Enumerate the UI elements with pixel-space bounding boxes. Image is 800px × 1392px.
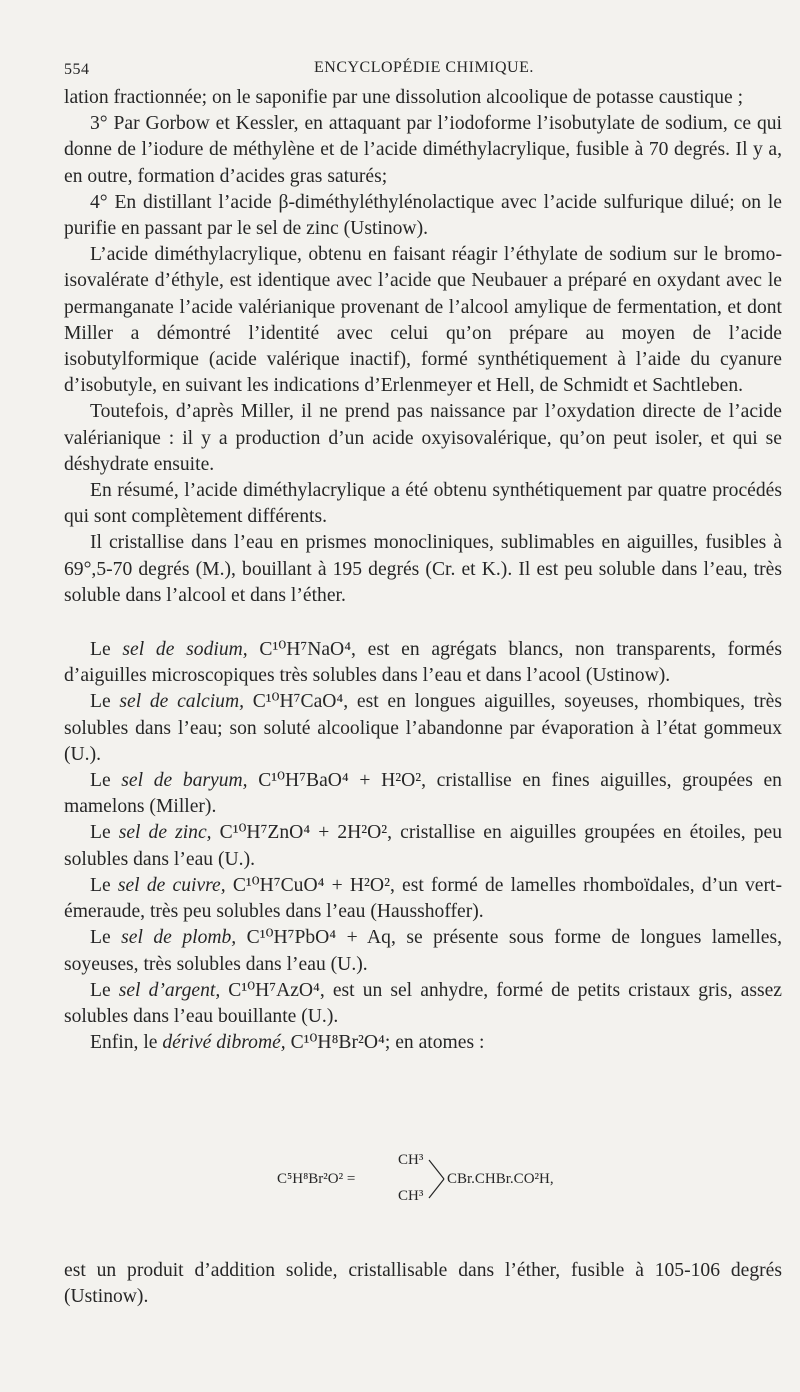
paragraph: est un produit d’addition solide, cristallisable dans l’éther, fusible à 105-106 degrés (Ustinow).: [64, 1260, 782, 1308]
salt-paragraph: Le sel de baryum, C¹⁰H⁷BaO⁴ + H²O², cristallise en fines aiguilles, groupées en mamelons (Miller).: [64, 770, 782, 818]
formula-branch-top: CH³: [398, 1152, 424, 1168]
salt-formula: C¹⁰H⁷ZnO⁴ + 2H²O²,: [211, 822, 393, 844]
salt-formula: C¹⁰H⁷BaO⁴ + H²O²,: [247, 770, 427, 792]
branch-bracket: [428, 1158, 446, 1202]
formula-rhs: CBr.CHBr.CO²H,: [447, 1171, 554, 1187]
salt-name: sel d’argent,: [118, 979, 221, 1001]
formula-branch-bottom: CH³: [398, 1188, 424, 1204]
paragraph: lation fractionnée; on le saponifie par une dissolution alcoolique de potasse caustique ;: [64, 87, 744, 108]
page-header: [64, 55, 764, 83]
paragraph: 3° Par Gorbow et Kessler, en attaquant par l’iodoforme l’isobutylate de sodium, ce qui donne de l’iodure de méthylène et de l’acide diméthylacrylique, fusible à 70 degrés. Il y a, en outre, formation d’acides gras saturés;: [64, 113, 782, 187]
final-text: [64, 1258, 782, 1310]
salt-name: sel de zinc,: [118, 822, 212, 844]
running-title: ENCYCLOPÉDIE CHIMIQUE.: [314, 59, 534, 76]
paragraph: En résumé, l’acide diméthylacrylique a été obtenu synthétiquement par quatre procédés qui sont complètement différents.: [64, 480, 782, 528]
salt-paragraph: Le sel de cuivre, C¹⁰H⁷CuO⁴ + H²O², est formé de lamelles rhomboïdales, d’un vert-émeraude, très peu solubles dans l’eau (Hausshoffer).: [64, 874, 782, 923]
paragraph: Toutefois, d’après Miller, il ne prend pas naissance par l’oxydation directe de l’acide valérianique : il y a production d’un acide oxyisovalérique, qu’on peut isoler, et qui se déshydrate ensuite.: [64, 401, 782, 475]
salt-paragraph: Le sel de calcium, C¹⁰H⁷CaO⁴, est en longues aiguilles, soyeuses, rhombiques, très solubles dans l’eau; son soluté alcoolique l’abandonne par évaporation à l’état gommeux (U.).: [64, 691, 782, 765]
structural-formula: [64, 1148, 782, 1212]
salt-formula: C¹⁰H⁷CuO⁴ + H²O²,: [225, 874, 395, 896]
body-text: [64, 85, 782, 1056]
salt-paragraph: Enfin, le dérivé dibromé, C¹⁰H⁸Br²O⁴; en atomes :: [90, 1032, 485, 1054]
salt-name: sel de cuivre,: [117, 874, 226, 896]
salt-paragraph: Le sel de sodium, C¹⁰H⁷NaO⁴, est en agrégats blancs, non transparents, formés d’aiguilles microscopiques très solubles dans l’eau et dans l’acool (Ustinow).: [64, 639, 782, 687]
salt-formula: C¹⁰H⁷NaO⁴,: [247, 639, 356, 661]
salt-paragraph: Le sel de plomb, C¹⁰H⁷PbO⁴ + Aq, se présente sous forme de longues lamelles, soyeuses, très solubles dans l’eau (U.).: [64, 927, 782, 975]
salt-formula: C¹⁰H⁷PbO⁴ + Aq,: [236, 927, 396, 949]
salt-formula: C¹⁰H⁸Br²O⁴;: [285, 1032, 391, 1054]
formula-lhs: C⁵H⁸Br²O² =: [277, 1171, 356, 1187]
salt-paragraph: Le sel de zinc, C¹⁰H⁷ZnO⁴ + 2H²O², cristallise en aiguilles groupées en étoiles, peu solubles dans l’eau (U.).: [64, 822, 782, 870]
salt-paragraph: Le sel d’argent, C¹⁰H⁷AzO⁴, est un sel anhydre, formé de petits cristaux gris, assez solubles dans l’eau bouillante (U.).: [64, 979, 782, 1027]
paragraph: Il cristallise dans l’eau en prismes monocliniques, sublimables en aiguilles, fusibles à 69°,5-70 degrés (M.), bouillant à 195 degrés (Cr. et K.). Il est peu soluble dans l’eau, très soluble dans l’alcool et dans l’éther.: [64, 532, 782, 606]
page-number: 554: [64, 61, 90, 78]
salt-name: sel de calcium,: [119, 691, 245, 713]
salt-name: sel de plomb,: [121, 927, 237, 949]
salt-formula: C¹⁰H⁷AzO⁴,: [220, 979, 325, 1001]
salt-formula: C¹⁰H⁷CaO⁴,: [244, 691, 349, 713]
paragraph: 4° En distillant l’acide β-diméthyléthylénolactique avec l’acide sulfurique dilué; on le purifie en passant par le sel de zinc (Ustinow).: [64, 191, 782, 240]
paragraph: L’acide diméthylacrylique, obtenu en faisant réagir l’éthylate de sodium sur le bromo-isovalérate d’éthyle, est identique avec l’acide que Neubauer a préparé en oxydant avec le permanganate l’acide valérianique provenant de l’alcool amylique de fermentation, et dont Miller a démontré l’identité avec celui qu’on prépare au moyen de l’acide isobutylformique (acide valérique inactif), formé synthétiquement à l’aide du cyanure d’isobutyle, en suivant les indications d’Erlenmeyer et Hell, de Schmidt et Sachtleben.: [64, 244, 782, 397]
salt-name: sel de baryum,: [121, 770, 248, 792]
salt-name: dérivé dibromé,: [162, 1032, 286, 1054]
salt-name: sel de sodium,: [122, 639, 248, 661]
section-gap: [64, 609, 782, 637]
